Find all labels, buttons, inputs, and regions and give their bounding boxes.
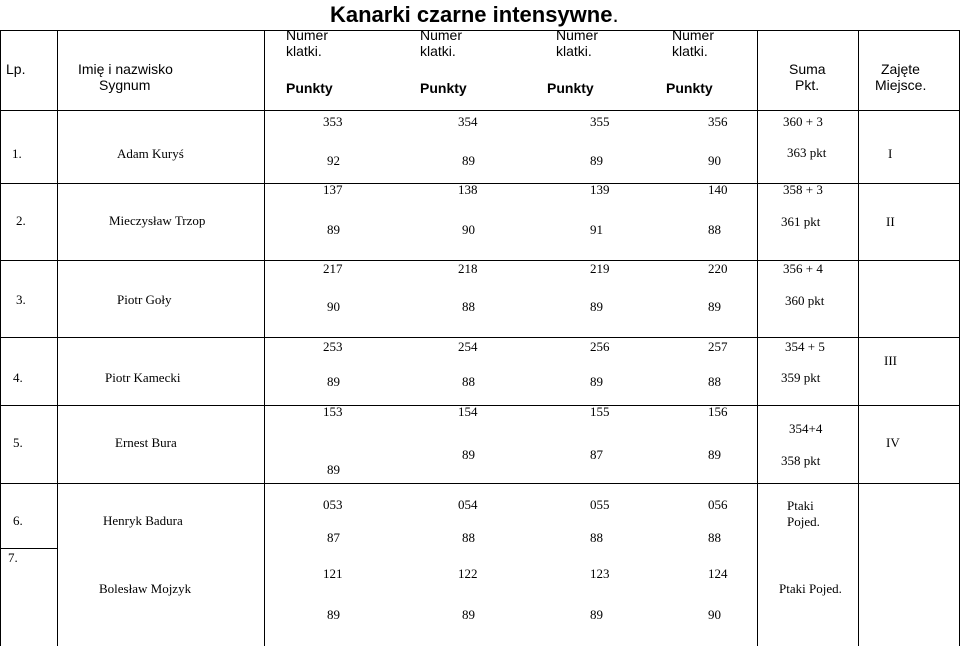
points-value: 89 <box>327 374 340 389</box>
place: IV <box>886 435 900 450</box>
grid-line <box>57 30 58 646</box>
grid-line <box>0 30 960 31</box>
grid-line <box>0 483 960 484</box>
points-value: 89 <box>462 153 475 168</box>
points-value: 89 <box>327 222 340 237</box>
points-value: 87 <box>327 530 340 545</box>
points-value: 89 <box>462 607 475 622</box>
cage-number: 219 <box>590 261 610 276</box>
header-cage-3-b: klatki. <box>556 43 592 59</box>
sum-bonus: 356 + 4 <box>783 261 823 276</box>
points-value: 89 <box>590 153 603 168</box>
points-value: 87 <box>590 447 603 462</box>
points-value: 89 <box>590 299 603 314</box>
header-sum: Suma <box>789 61 826 77</box>
grid-line <box>858 30 859 646</box>
row-name: Piotr Goły <box>117 292 172 307</box>
header-cage-2: Numer <box>420 27 463 43</box>
cage-number: 257 <box>708 339 728 354</box>
cage-number: 138 <box>458 182 478 197</box>
sum-total: 358 pkt <box>781 453 821 468</box>
points-value: 89 <box>462 447 475 462</box>
sum-bonus: 360 + 3 <box>783 114 823 129</box>
sum-total: 359 pkt <box>781 370 821 385</box>
sum-total: 361 pkt <box>781 214 821 229</box>
header-cage-2-b: klatki. <box>420 43 456 59</box>
points-value: 88 <box>462 299 475 314</box>
grid-line <box>264 30 265 646</box>
row-lp: 7. <box>8 550 18 565</box>
cage-number: 121 <box>323 566 343 581</box>
cage-number: 355 <box>590 114 610 129</box>
header-place: Zajęte <box>881 61 920 77</box>
grid-line <box>0 405 960 406</box>
points-value: 88 <box>590 530 603 545</box>
cage-number: 220 <box>708 261 728 276</box>
grid-line <box>757 30 758 646</box>
sum-note: Ptaki <box>787 498 814 513</box>
cage-number: 139 <box>590 182 610 197</box>
sum-bonus: 358 + 3 <box>783 182 823 197</box>
cage-number: 218 <box>458 261 478 276</box>
header-sygnum: Sygnum <box>99 77 151 93</box>
cage-number: 256 <box>590 339 610 354</box>
cage-number: 054 <box>458 497 478 512</box>
points-value: 88 <box>462 374 475 389</box>
row-lp: 5. <box>13 435 23 450</box>
cage-number: 356 <box>708 114 728 129</box>
row-lp: 2. <box>16 213 26 228</box>
cage-number: 154 <box>458 404 478 419</box>
cage-number: 254 <box>458 339 478 354</box>
points-value: 89 <box>590 607 603 622</box>
points-value: 90 <box>708 153 721 168</box>
row-name: Adam Kuryś <box>117 146 184 161</box>
place: II <box>886 214 895 229</box>
header-lp: Lp. <box>6 61 26 77</box>
points-value: 91 <box>590 222 603 237</box>
points-value: 88 <box>708 374 721 389</box>
points-value: 92 <box>327 153 340 168</box>
sum-bonus: 354+4 <box>789 421 823 436</box>
points-value: 89 <box>708 299 721 314</box>
cage-number: 055 <box>590 497 610 512</box>
header-cage-4: Numer <box>672 27 715 43</box>
grid-line <box>0 337 960 338</box>
header-points-3: Punkty <box>547 80 594 96</box>
row-name: Mieczysław Trzop <box>109 213 206 228</box>
points-value: 90 <box>708 607 721 622</box>
points-value: 89 <box>327 607 340 622</box>
points-value: 90 <box>327 299 340 314</box>
sum-note: Ptaki Pojed. <box>779 581 842 596</box>
header-points-1: Punkty <box>286 80 333 96</box>
row-lp: 4. <box>13 370 23 385</box>
points-value: 88 <box>462 530 475 545</box>
row-name: Piotr Kamecki <box>105 370 181 385</box>
cage-number: 155 <box>590 404 610 419</box>
grid-line <box>0 30 1 646</box>
grid-line <box>0 110 960 111</box>
cage-number: 354 <box>458 114 478 129</box>
row-lp: 6. <box>13 513 23 528</box>
place: III <box>884 353 897 368</box>
header-points-2: Punkty <box>420 80 467 96</box>
header-cage-1: Numer <box>286 27 329 43</box>
cage-number: 353 <box>323 114 343 129</box>
cage-number: 053 <box>323 497 343 512</box>
row-name: Ernest Bura <box>115 435 177 450</box>
points-value: 88 <box>708 222 721 237</box>
cage-number: 153 <box>323 404 343 419</box>
points-value: 89 <box>590 374 603 389</box>
grid-line <box>0 548 57 549</box>
header-name: Imię i nazwisko <box>78 61 173 77</box>
cage-number: 124 <box>708 566 728 581</box>
cage-number: 253 <box>323 339 343 354</box>
header-cage-1-b: klatki. <box>286 43 322 59</box>
row-name: Henryk Badura <box>103 513 183 528</box>
cage-number: 156 <box>708 404 728 419</box>
row-name: Bolesław Mojzyk <box>99 581 192 596</box>
cage-number: 122 <box>458 566 478 581</box>
page-title: Kanarki czarne intensywne. <box>330 2 619 27</box>
points-value: 90 <box>462 222 475 237</box>
header-place-b: Miejsce. <box>875 77 927 93</box>
cage-number: 140 <box>708 182 728 197</box>
row-lp: 1. <box>12 146 22 161</box>
cage-number: 217 <box>323 261 343 276</box>
header-sum-b: Pkt. <box>795 77 820 93</box>
row-lp: 3. <box>16 292 26 307</box>
header-cage-4-b: klatki. <box>672 43 708 59</box>
header-cage-3: Numer <box>556 27 599 43</box>
sum-total: 360 pkt <box>785 293 825 308</box>
points-value: 89 <box>708 447 721 462</box>
points-value: 89 <box>327 462 340 477</box>
header-points-4: Punkty <box>666 80 713 96</box>
cage-number: 137 <box>323 182 343 197</box>
place: I <box>888 146 893 161</box>
sum-note-b: Pojed. <box>787 514 820 529</box>
sum-total: 363 pkt <box>787 145 827 160</box>
points-value: 88 <box>708 530 721 545</box>
cage-number: 056 <box>708 497 728 512</box>
sum-bonus: 354 + 5 <box>785 339 825 354</box>
cage-number: 123 <box>590 566 610 581</box>
